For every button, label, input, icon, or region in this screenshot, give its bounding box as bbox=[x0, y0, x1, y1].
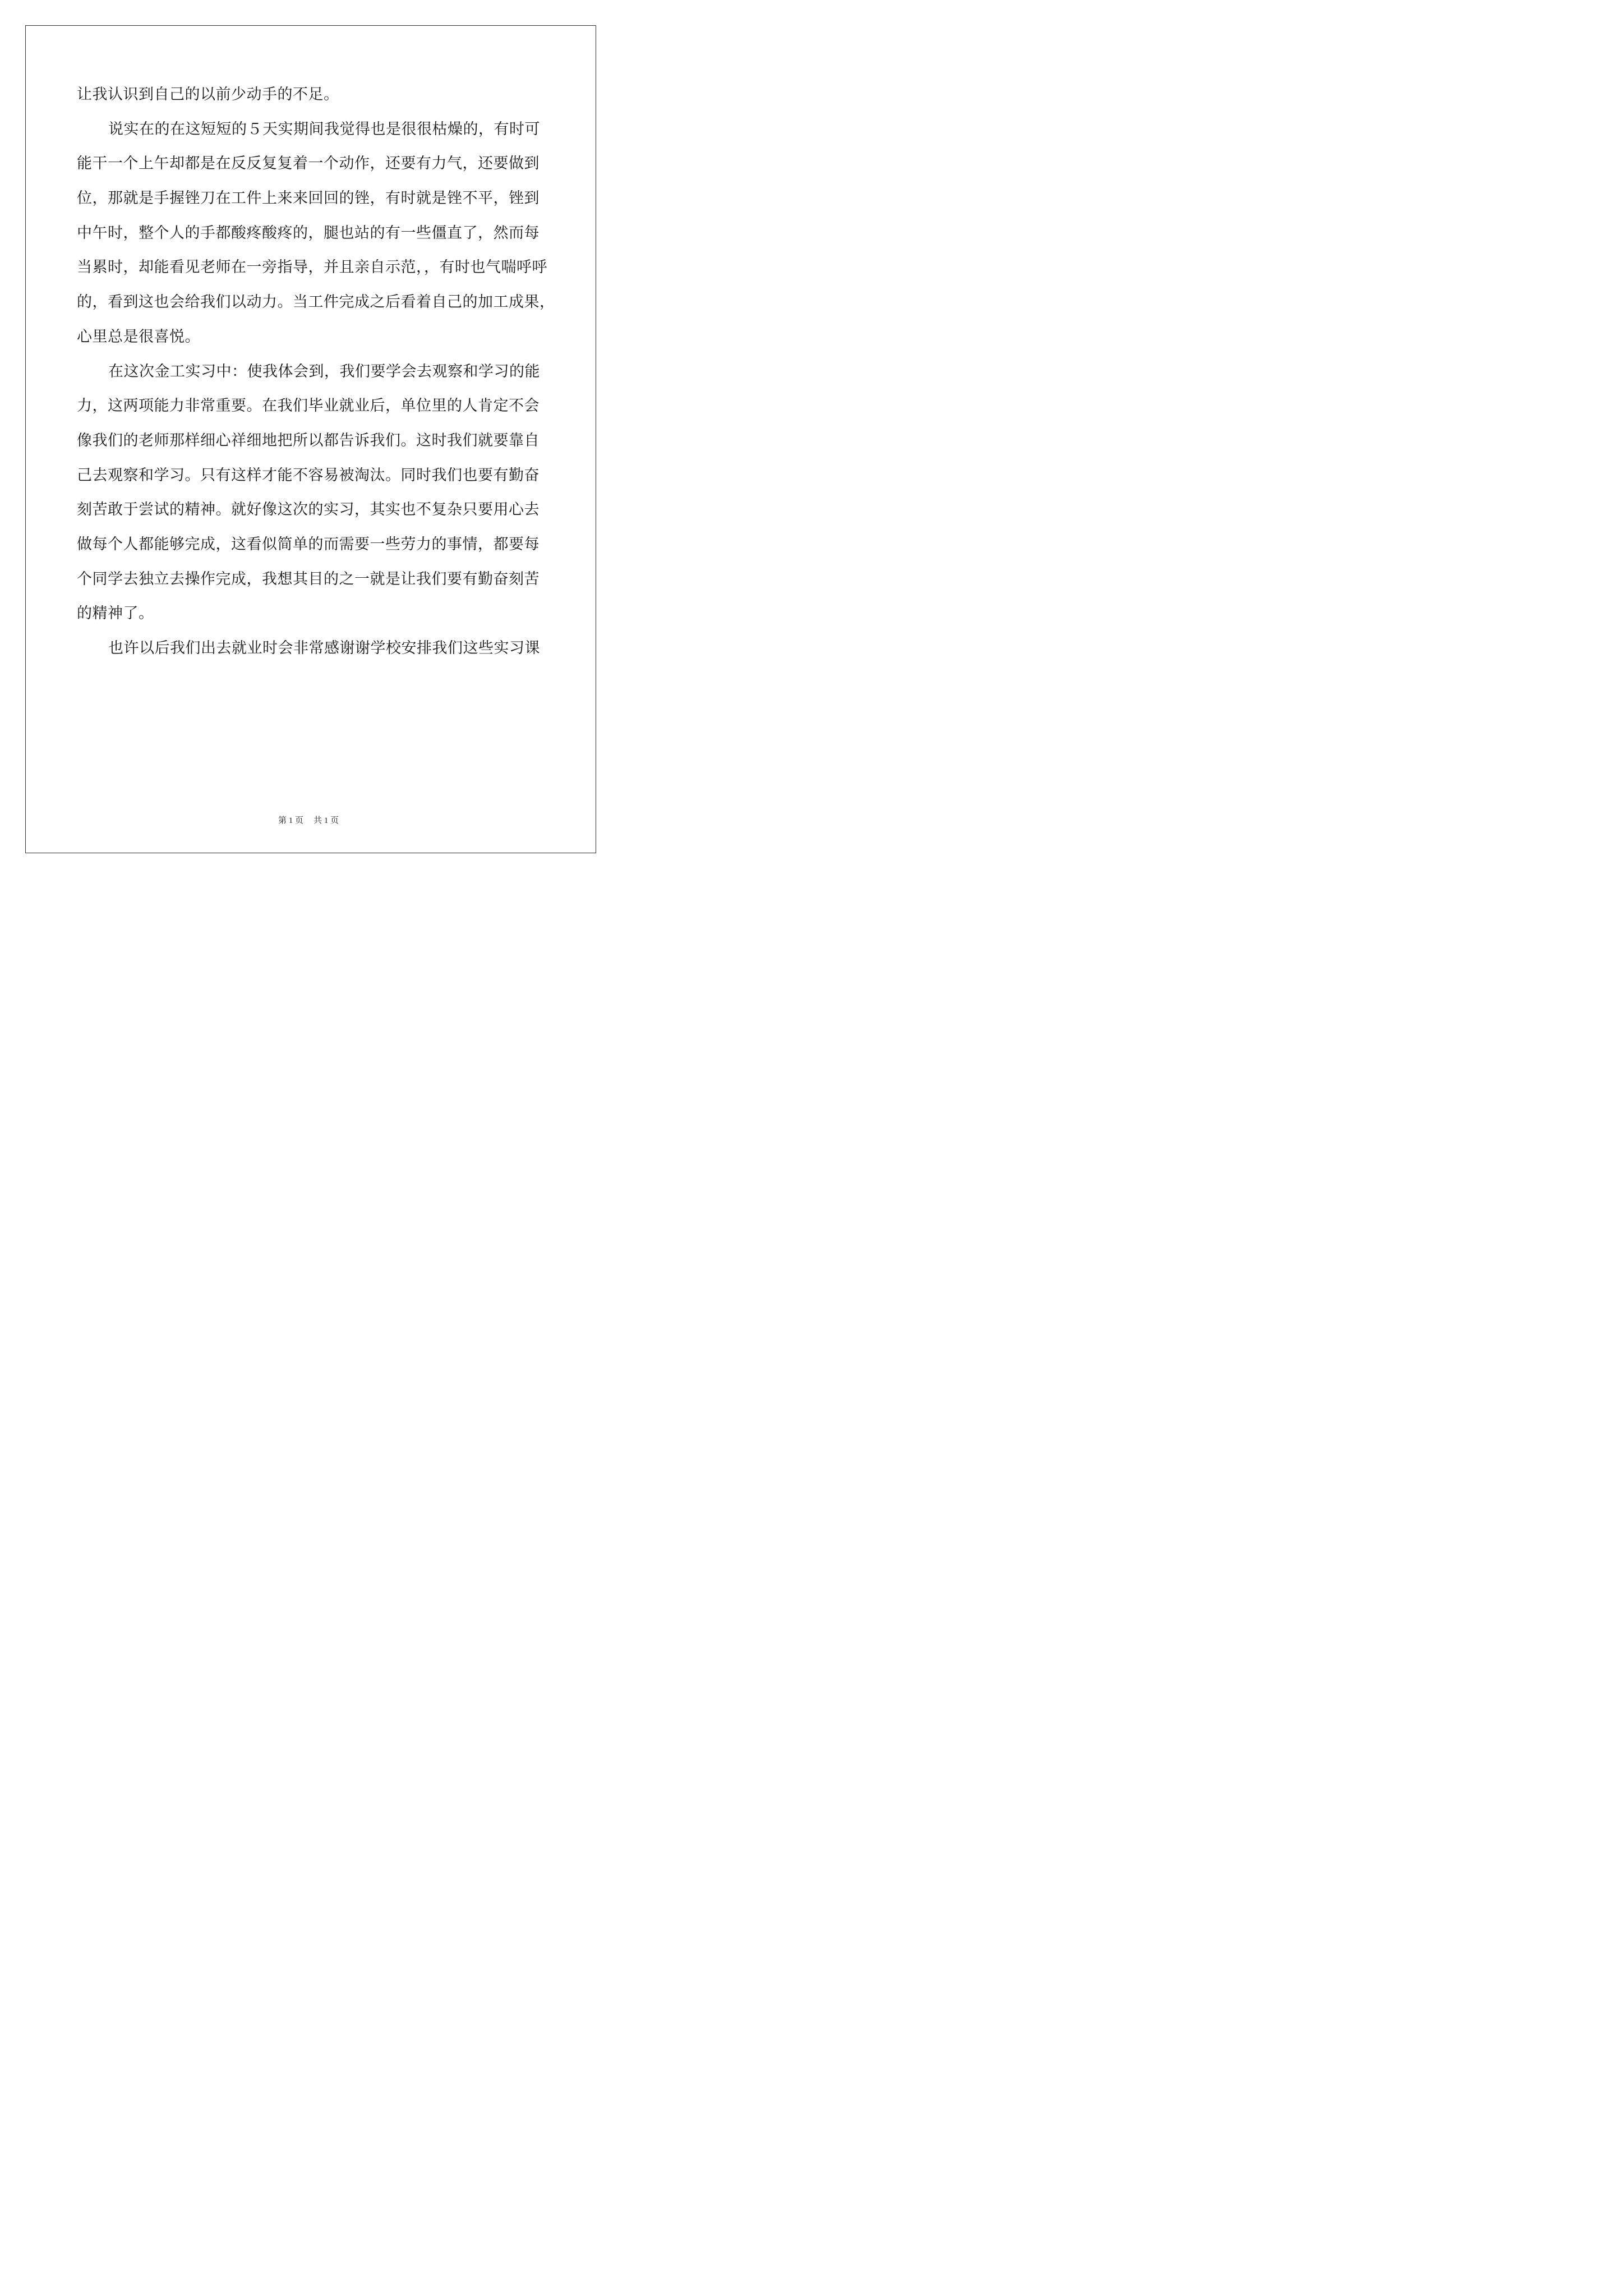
text-line: 的，看到这也会给我们以动力。当工件完成之后看着自己的加工成果， bbox=[77, 293, 555, 311]
page-footer bbox=[0, 815, 617, 826]
text-line: 位，那就是手握锉刀在工件上来来回回的锉，有时就是锉不平，锉到 bbox=[77, 190, 540, 208]
text-line: 的精神了。 bbox=[77, 605, 154, 623]
text-line: 做每个人都能够完成，这看似简单的而需要一些劳力的事情，都要每 bbox=[77, 535, 540, 553]
text-line: 力，这两项能力非常重要。在我们毕业就业后，单位里的人肯定不会 bbox=[77, 397, 540, 415]
text-line-paragraph-start: 也许以后我们出去就业时会非常感谢谢学校安排我们这些实习课 bbox=[108, 639, 540, 657]
document-body bbox=[77, 77, 555, 666]
text-line-paragraph-start: 在这次金工实习中：使我体会到，我们要学会去观察和学习的能 bbox=[108, 362, 540, 380]
text-line: 个同学去独立去操作完成，我想其目的之一就是让我们要有勤奋刻苦 bbox=[77, 570, 540, 588]
text-line: 能干一个上午却都是在反反复复着一个动作，还要有力气，还要做到 bbox=[77, 155, 540, 173]
text-line: 己去观察和学习。只有这样才能不容易被淘汰。同时我们也要有勤奋 bbox=[77, 466, 540, 484]
text-line: 像我们的老师那样细心祥细地把所以都告诉我们。这时我们就要靠自 bbox=[77, 431, 540, 449]
text-line: 让我认识到自己的以前少动手的不足。 bbox=[77, 86, 339, 103]
text-line: 当累时，却能看见老师在一旁指导，并且亲自示范，，有时也气喘呼呼 bbox=[77, 259, 547, 277]
text-line: 刻苦敢于尝试的精神。就好像这次的实习，其实也不复杂只要用心去 bbox=[77, 501, 540, 519]
page-number: 第 1 页 bbox=[278, 816, 303, 825]
total-pages: 共 1 页 bbox=[313, 816, 339, 825]
text-line: 心里总是很喜悦。 bbox=[77, 328, 200, 346]
text-line-paragraph-start: 说实在的在这短短的５天实期间我觉得也是很很枯燥的，有时可 bbox=[108, 120, 540, 138]
text-line: 中午时，整个人的手都酸疼酸疼的，腿也站的有一些僵直了，然而每 bbox=[77, 224, 540, 242]
